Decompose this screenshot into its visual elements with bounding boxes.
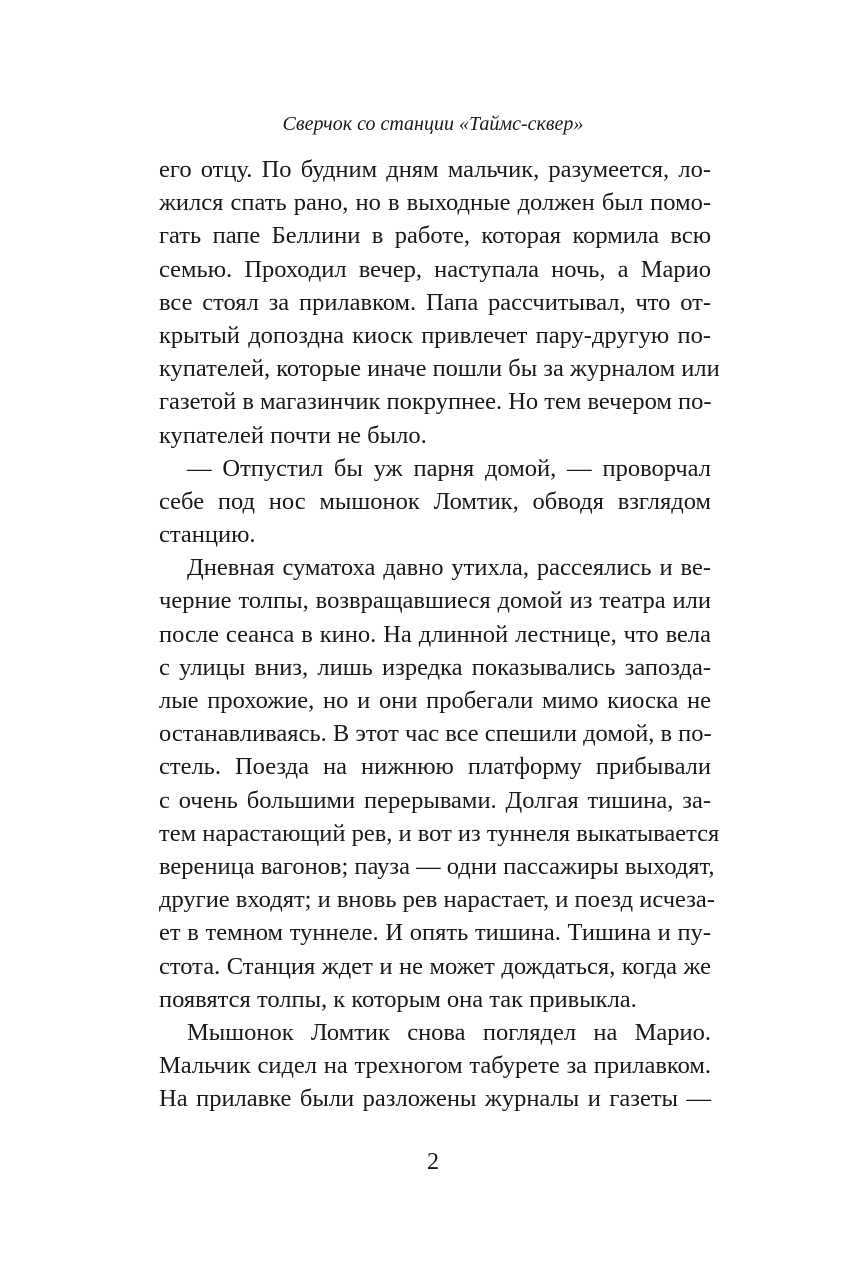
running-title: Сверчок со станции «Таймс-сквер»	[282, 113, 584, 135]
text-line: все стоял за прилавком. Папа рассчитывал, что от-	[159, 288, 711, 316]
text-line: купателей почти не было.	[159, 421, 427, 449]
text-line: его отцу. По будним дням мальчик, разумеется, ло-	[159, 156, 711, 183]
text-line: с очень большими перерывами. Долгая тишина, за-	[159, 786, 711, 814]
text-line: На прилавке были разложены журналы и газеты —	[159, 1085, 711, 1113]
text-line: другие входят; и вновь рев нарастает, и поезд исчеза-	[159, 886, 715, 914]
text-line: стота. Станция ждет и не может дождаться, когда же	[159, 952, 711, 980]
text-line: тем нарастающий рев, и вот из туннеля выкатывается	[159, 819, 720, 847]
text-line: купателей, которые иначе пошли бы за журналом или	[159, 355, 720, 383]
text-line: гать папе Беллини в работе, которая кормила всю	[159, 222, 711, 250]
text-line: станцию.	[159, 521, 256, 549]
text-line: вереница вагонов; пауза — одни пассажиры выходят,	[159, 852, 715, 880]
text-line: себе под нос мышонок Ломтик, обводя взглядом	[159, 487, 711, 515]
text-line: — Отпустил бы уж парня домой, — проворчал	[187, 454, 711, 482]
text-line: появятся толпы, к которым она так привыкла.	[159, 985, 637, 1013]
text-line: Мальчик сидел на трехногом табурете за прилавком.	[159, 1052, 711, 1080]
text-line: Дневная суматоха давно утихла, рассеялись и ве-	[187, 554, 711, 582]
text-line: останавливаясь. В этот час все спешили домой, в по-	[159, 720, 712, 748]
text-line: после сеанса в кино. На длинной лестнице, что вела	[159, 620, 711, 648]
text-line: Мышонок Ломтик снова поглядел на Марио.	[187, 1018, 711, 1046]
body-text	[159, 153, 720, 1115]
text-line: семью. Проходил вечер, наступала ночь, а Марио	[159, 255, 711, 283]
text-line: ет в темном туннеле. И опять тишина. Тишина и пу-	[159, 919, 711, 947]
text-line: черние толпы, возвращавшиеся домой из театра или	[159, 587, 711, 615]
page-number: 2	[427, 1149, 439, 1175]
text-line: жился спать рано, но в выходные должен был помо-	[159, 189, 711, 217]
text-line: газетой в магазинчик покрупнее. Но тем вечером по-	[159, 388, 712, 416]
text-line: стель. Поезда на нижнюю платформу прибывали	[159, 753, 711, 781]
text-line: с улицы вниз, лишь изредка показывались запозда-	[159, 653, 711, 681]
text-line: крытый допоздна киоск привлечет пару-другую по-	[159, 321, 711, 349]
text-line: лые прохожие, но и они пробегали мимо киоска не	[159, 687, 711, 714]
